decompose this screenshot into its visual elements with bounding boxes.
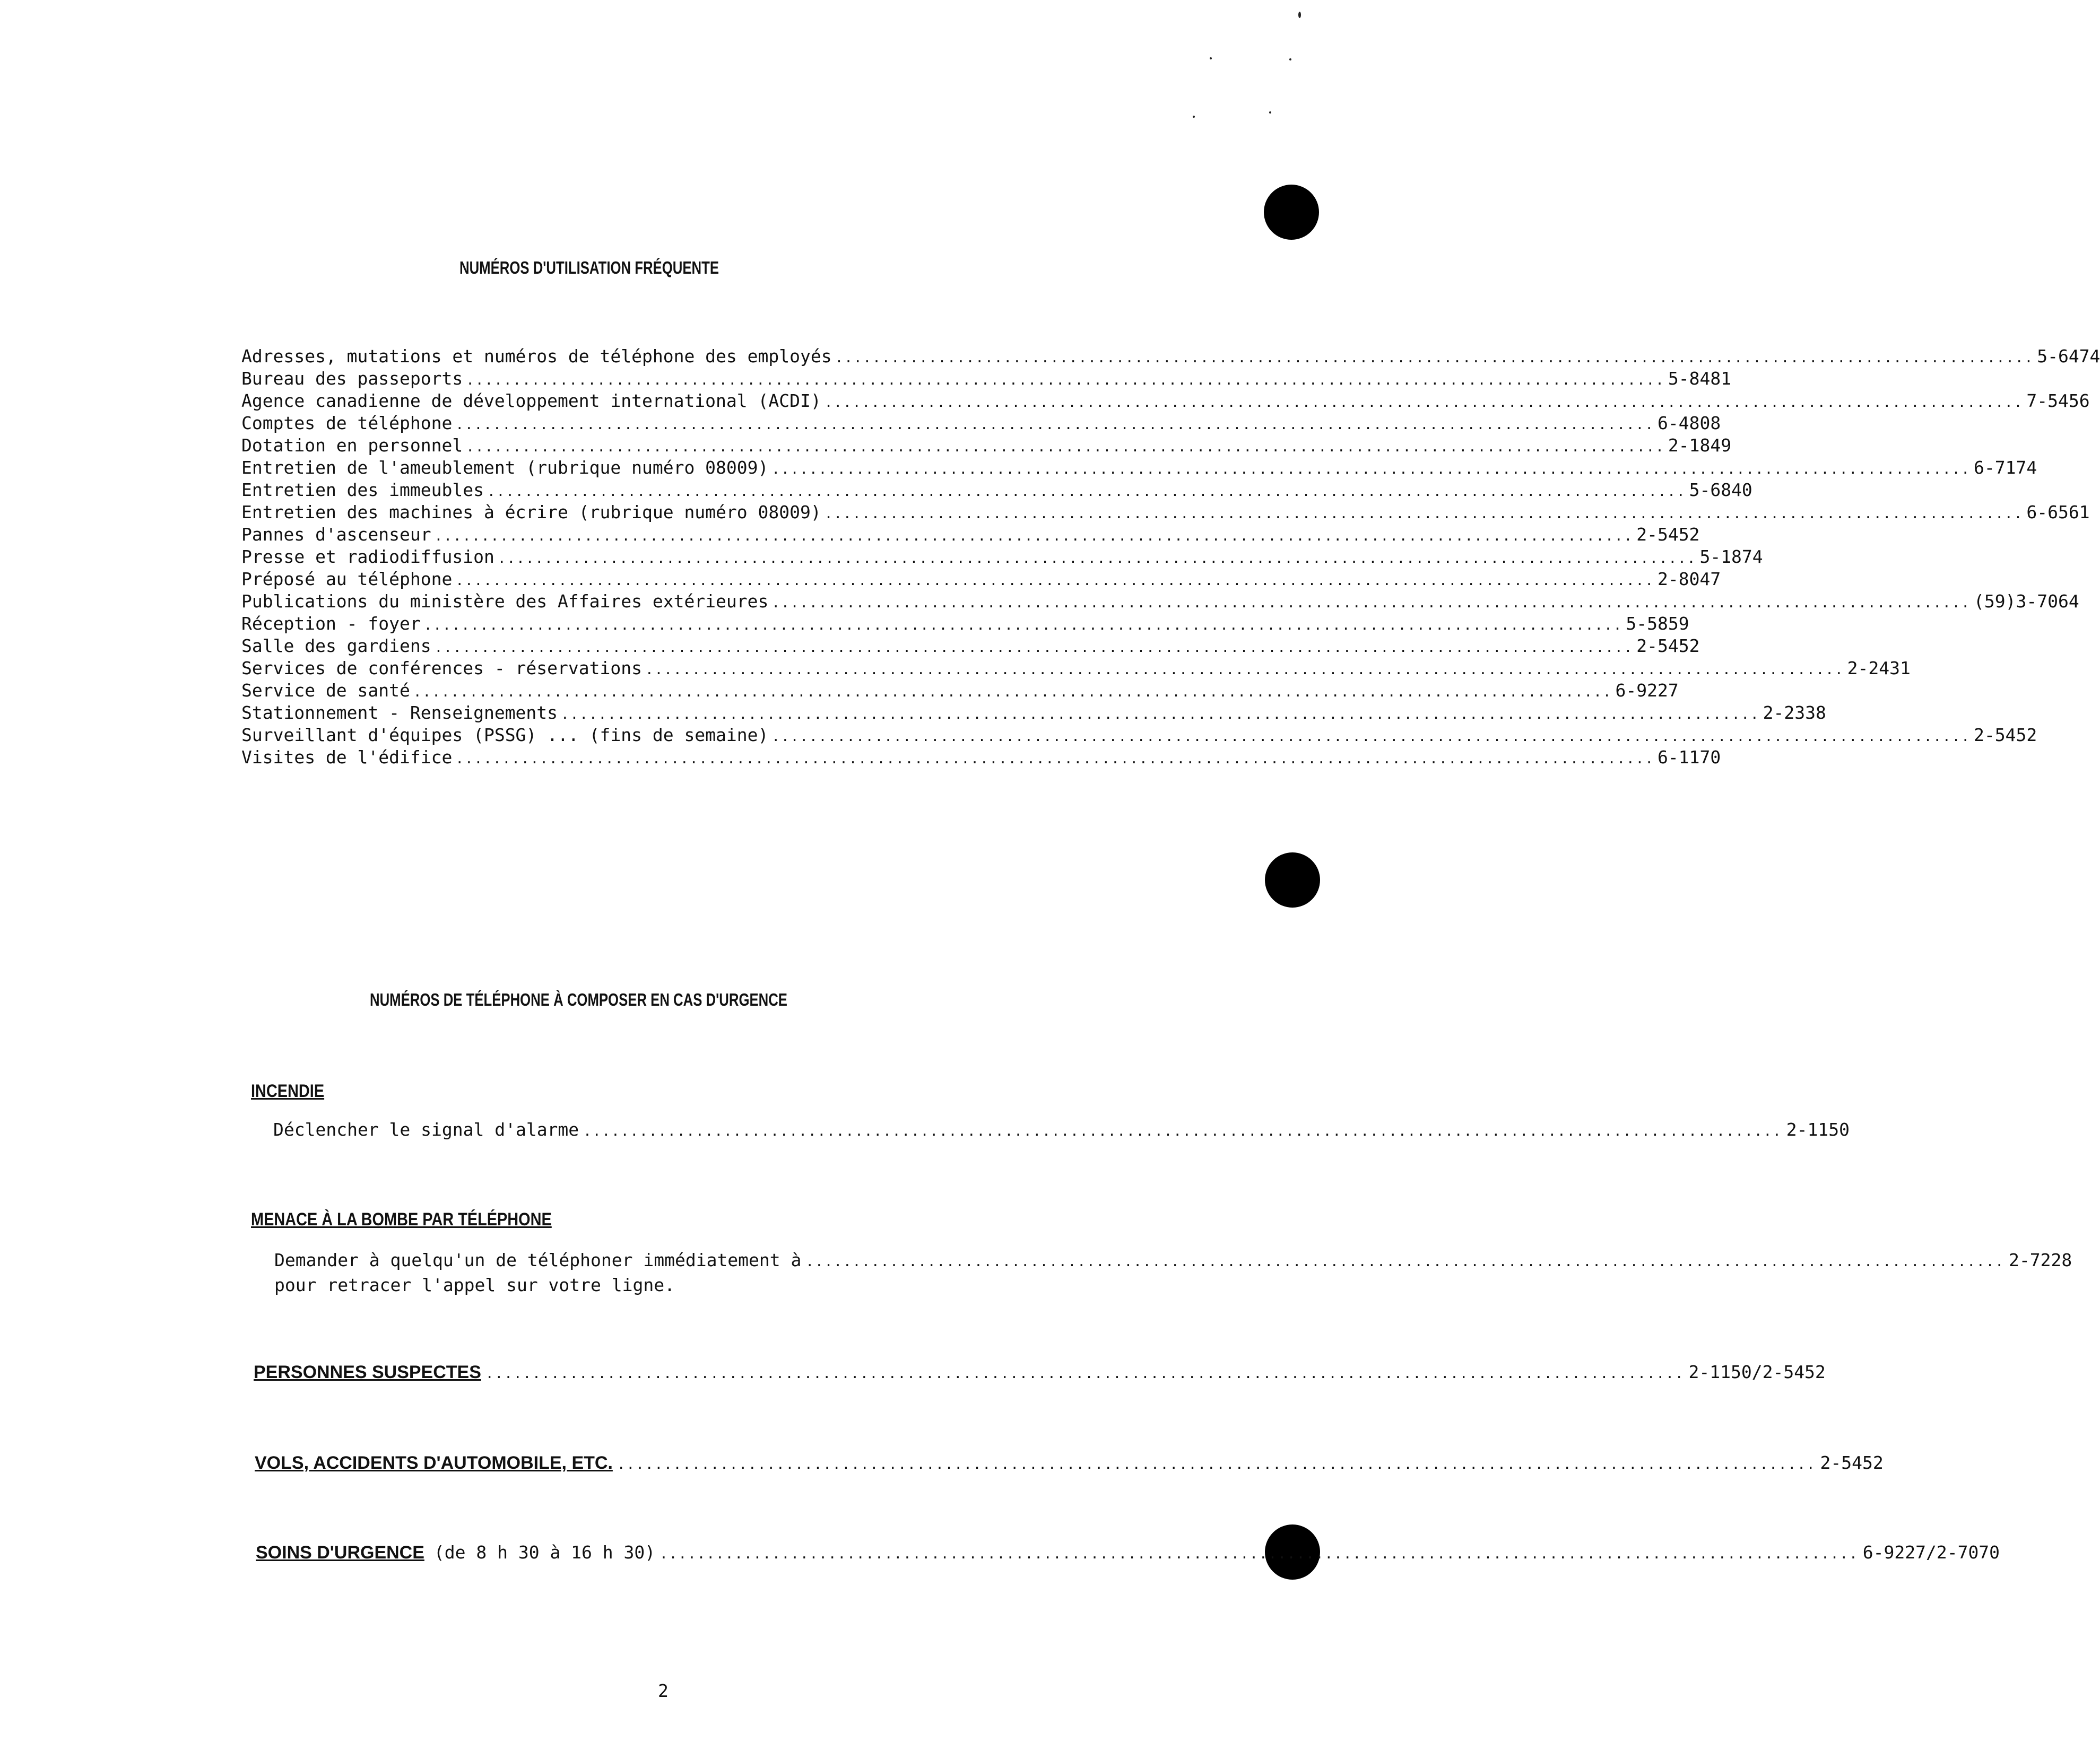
bomb-section-title: MENACE À LA BOMBE PAR TÉLÉPHONE	[251, 1209, 552, 1230]
list-item	[241, 591, 2079, 613]
entry-label: Pannes d'ascenseur	[241, 524, 431, 545]
list-item	[241, 524, 1700, 546]
bomb-line1: Demander à quelqu'un de téléphoner immédiatement à	[274, 1250, 802, 1270]
entry-number: 5-1874	[1699, 546, 1763, 567]
list-item	[241, 680, 1679, 702]
entry-label: Services de conférences - réservations	[241, 658, 642, 678]
entry-number: 2-5452	[1974, 725, 2037, 745]
entry-label: Entretien des machines à écrire (rubrique numéro 08009)	[241, 502, 821, 522]
fire-label: Déclencher le signal d'alarme	[273, 1119, 579, 1140]
scan-speck	[1269, 111, 1271, 114]
fire-entry	[273, 1119, 1850, 1140]
care-title: SOINS D'URGENCE	[256, 1543, 424, 1563]
thefts-number: 2-5452	[1820, 1452, 1884, 1473]
dot-leader: ................................................................................................................................	[824, 506, 2024, 522]
frequent-numbers-title: NUMÉROS D'UTILISATION FRÉQUENTE	[459, 258, 719, 277]
entry-number: 2-2338	[1763, 702, 1826, 723]
dot-leader: ................................................................................................................................	[583, 1123, 1782, 1139]
fire-section-title: INCENDIE	[251, 1081, 325, 1101]
dot-leader: ................................................................................................................................	[434, 640, 1634, 656]
fire-number: 2-1150	[1786, 1119, 1850, 1140]
list-item	[241, 546, 1763, 569]
dot-leader: ................................................................................................................................	[824, 395, 2024, 411]
list-item	[241, 390, 2090, 413]
scan-speck	[1210, 57, 1212, 59]
dot-leader: ................................................................................................................................	[805, 1254, 2005, 1270]
entry-label: Presse et radiodiffusion	[241, 546, 494, 567]
dot-leader: ................................................................................................................................	[561, 707, 1760, 722]
entry-number: 5-8481	[1668, 368, 1732, 389]
entry-label: Stationnement - Renseignements	[241, 702, 558, 723]
list-item	[241, 480, 1752, 502]
entry-label: Adresses, mutations et numéros de téléphone des employés	[241, 346, 832, 367]
entry-label: Préposé au téléphone	[241, 569, 453, 589]
list-item	[241, 569, 1721, 591]
dot-leader: ................................................................................................................................	[485, 1366, 1685, 1382]
dot-leader: ................................................................................................................................	[434, 528, 1634, 544]
dot-leader: ................................................................................................................................	[455, 751, 1654, 767]
entry-number: 5-6474	[2037, 346, 2100, 367]
entry-label: Réception - foyer	[241, 613, 421, 634]
dot-leader: ................................................................................................................................	[455, 573, 1654, 589]
scan-speck	[1289, 58, 1291, 60]
list-item	[241, 346, 2100, 368]
entry-number: 6-6561	[2026, 502, 2090, 522]
thefts-title: VOLS, ACCIDENTS D'AUTOMOBILE, ETC.	[255, 1453, 613, 1473]
list-item	[241, 457, 2037, 480]
bomb-line2: pour retracer l'appel sur votre ligne.	[274, 1275, 675, 1295]
dot-leader: ................................................................................................................................	[466, 372, 1665, 388]
entry-number: 2-5452	[1636, 524, 1700, 545]
suspects-number: 2-1150/2-5452	[1688, 1362, 1826, 1382]
entry-number: 6-1170	[1657, 747, 1721, 768]
thefts-entry	[255, 1452, 1884, 1474]
scan-speck	[1193, 116, 1195, 118]
entry-label: Service de santé	[241, 680, 410, 701]
dot-leader: ................................................................................................................................	[659, 1546, 1859, 1562]
entry-number: 6-7174	[1974, 457, 2037, 478]
punch-hole-middle	[1265, 852, 1320, 908]
suspects-title: PERSONNES SUSPECTES	[254, 1362, 481, 1382]
list-item	[241, 413, 1721, 435]
entry-label: Visites de l'édifice	[241, 747, 453, 768]
entry-number: 2-2431	[1847, 658, 1911, 678]
entry-label: Entretien de l'ameublement (rubrique numéro 08009)	[241, 457, 769, 478]
list-item	[241, 613, 1689, 635]
dot-leader: ................................................................................................................................	[487, 484, 1686, 500]
entry-number: 2-1849	[1668, 435, 1732, 456]
dot-leader: ................................................................................................................................	[413, 684, 1612, 700]
list-item	[241, 658, 1911, 680]
entry-label: Publications du ministère des Affaires extérieures	[241, 591, 769, 612]
entry-label: Bureau des passeports	[241, 368, 463, 389]
entry-number: (59)3-7064	[1974, 591, 2079, 612]
entry-number: 2-8047	[1657, 569, 1721, 589]
care-entry	[256, 1542, 2000, 1563]
dot-leader: ................................................................................................................................	[455, 417, 1654, 433]
suspects-entry	[254, 1362, 1826, 1383]
list-item	[241, 368, 1732, 390]
entry-number: 5-6840	[1689, 480, 1752, 500]
entry-label: Salle des gardiens	[241, 635, 431, 656]
list-item	[241, 725, 2037, 747]
entry-number: 6-4808	[1657, 413, 1721, 433]
emergency-numbers-title: NUMÉROS DE TÉLÉPHONE À COMPOSER EN CAS D'URGENCE	[370, 990, 787, 1009]
punch-hole-top	[1264, 185, 1319, 240]
dot-leader: ................................................................................................................................	[423, 617, 1623, 633]
entry-label: Dotation en personnel	[241, 435, 463, 456]
entry-number: 2-5452	[1636, 635, 1700, 656]
entry-label: Comptes de téléphone	[241, 413, 453, 433]
dot-leader: ................................................................................................................................	[466, 439, 1665, 455]
dot-leader: ................................................................................................................................	[497, 551, 1697, 567]
dot-leader: ................................................................................................................................	[645, 662, 1844, 678]
care-hours: (de 8 h 30 à 16 h 30)	[433, 1542, 656, 1563]
dot-leader: ................................................................................................................................	[771, 461, 1971, 477]
entry-number: 7-5456	[2026, 390, 2090, 411]
bomb-number: 2-7228	[2009, 1250, 2072, 1270]
entry-number: 5-5859	[1626, 613, 1689, 634]
entry-label: Surveillant d'équipes (PSSG) ... (fins de semaine)	[241, 725, 769, 745]
dot-leader: ................................................................................................................................	[771, 729, 1971, 745]
list-item	[241, 502, 2090, 524]
dot-leader: ................................................................................................................................	[617, 1457, 1816, 1473]
list-item	[241, 635, 1700, 658]
entry-label: Entretien des immeubles	[241, 480, 484, 500]
scan-speck	[1298, 12, 1301, 18]
entry-number: 6-9227	[1615, 680, 1679, 701]
care-number: 6-9227/2-7070	[1862, 1542, 2000, 1563]
page-number: 2	[658, 1680, 669, 1701]
list-item	[241, 435, 1732, 457]
bomb-entry	[274, 1250, 2072, 1270]
dot-leader: ................................................................................................................................	[835, 350, 2034, 366]
dot-leader: ................................................................................................................................	[771, 595, 1971, 611]
list-item	[241, 702, 1826, 725]
entry-label: Agence canadienne de développement international (ACDI)	[241, 390, 821, 411]
list-item	[241, 747, 1721, 769]
